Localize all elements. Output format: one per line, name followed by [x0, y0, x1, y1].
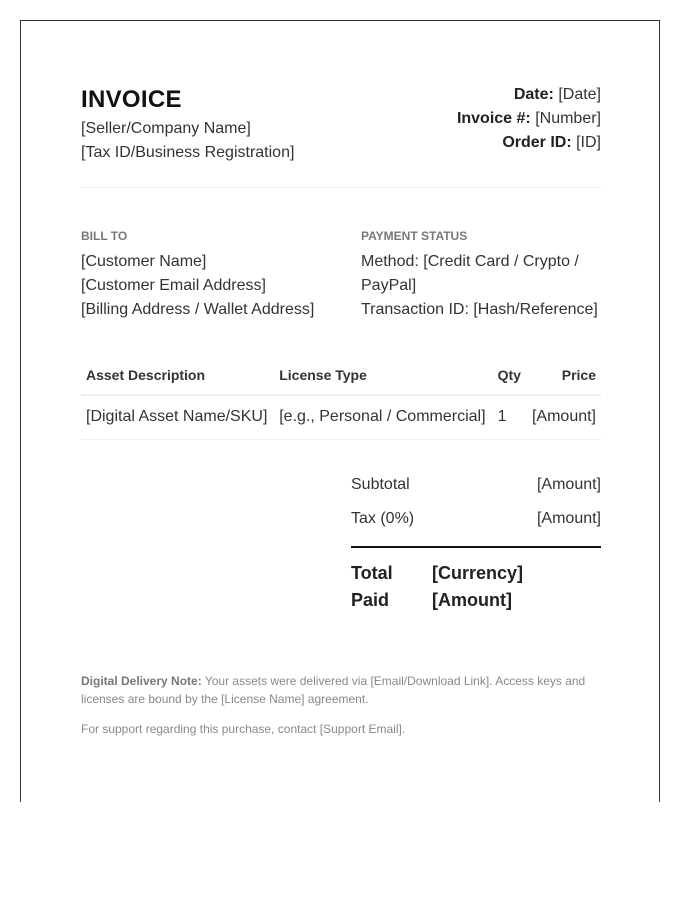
bill-to-label: BILL TO: [81, 229, 128, 243]
items-table: [81, 356, 601, 440]
bill-to-section: [81, 228, 331, 322]
delivery-note-text: Your assets were delivered via [Email/Download Link]. Access keys and licenses are bound by the [License Name] agreement.: [81, 674, 586, 706]
total-paid-label: [351, 560, 421, 614]
invoice-footer: [81, 672, 601, 738]
billing-address: [Billing Address / Wallet Address]: [81, 301, 315, 318]
tax-id: [Tax ID/Business Registration]: [81, 144, 295, 161]
total-label-line-2: Paid: [351, 590, 390, 610]
tax-label: Tax (0%): [351, 510, 415, 527]
col-license-type: License Type: [274, 356, 492, 395]
payment-method-line-1: Method: [Credit Card / Crypto /: [361, 253, 579, 270]
billing-info: [81, 228, 601, 348]
col-price: Price: [526, 356, 601, 395]
table-header-row: [81, 356, 601, 395]
table-row: [81, 395, 601, 440]
invoice-content: [81, 83, 601, 750]
invoice-header: [81, 83, 601, 187]
delivery-note-label: Digital Delivery Note:: [81, 674, 202, 688]
license-type-cell: [e.g., Personal / Commercial]: [274, 395, 492, 440]
date-line: [457, 83, 601, 107]
price-cell: [Amount]: [526, 395, 601, 440]
total-paid-value: [432, 560, 523, 614]
total-value-line-1: [Currency]: [432, 563, 524, 583]
tax-value: [Amount]: [536, 510, 601, 527]
order-id-line: [457, 131, 601, 155]
seller-name: [Seller/Company Name]: [81, 120, 251, 137]
invoice-number-line: [457, 107, 601, 131]
asset-description-cell: [Digital Asset Name/SKU]: [81, 395, 274, 440]
customer-name: [Customer Name]: [81, 253, 207, 270]
tax-row: [351, 510, 601, 544]
customer-email: [Customer Email Address]: [81, 277, 266, 294]
payment-status-label: PAYMENT STATUS: [361, 229, 468, 243]
transaction-id: Transaction ID: [Hash/Reference]: [361, 301, 598, 318]
subtotal-value: [Amount]: [536, 476, 601, 493]
date-label: Date:: [513, 86, 554, 103]
totals-block: [351, 476, 601, 620]
delivery-note: [81, 672, 601, 708]
payment-status-section: [361, 228, 601, 322]
subtotal-row: [351, 476, 601, 510]
total-value-line-2: [Amount]: [432, 590, 512, 610]
support-note: For support regarding this purchase, contact [Support Email].: [81, 722, 406, 736]
col-asset-description: Asset Description: [81, 356, 274, 395]
payment-method-line-2: PayPal]: [361, 277, 417, 294]
total-paid-row: [351, 560, 601, 620]
invoice-number-value: [Number]: [535, 110, 601, 127]
order-id-label: Order ID:: [502, 134, 572, 151]
invoice-meta: [457, 83, 601, 155]
invoice-sheet: [20, 20, 660, 802]
invoice-number-label: Invoice #:: [456, 110, 531, 127]
order-id-value: [ID]: [576, 134, 601, 151]
seller-block: [81, 83, 294, 165]
invoice-title: INVOICE: [81, 86, 182, 113]
qty-cell: 1: [493, 395, 527, 440]
date-value: [Date]: [558, 86, 601, 103]
subtotal-label: Subtotal: [351, 476, 410, 493]
totals-divider: [351, 546, 601, 548]
col-qty: Qty: [493, 356, 527, 395]
total-label-line-1: Total: [351, 563, 393, 583]
header-divider: [81, 187, 601, 188]
